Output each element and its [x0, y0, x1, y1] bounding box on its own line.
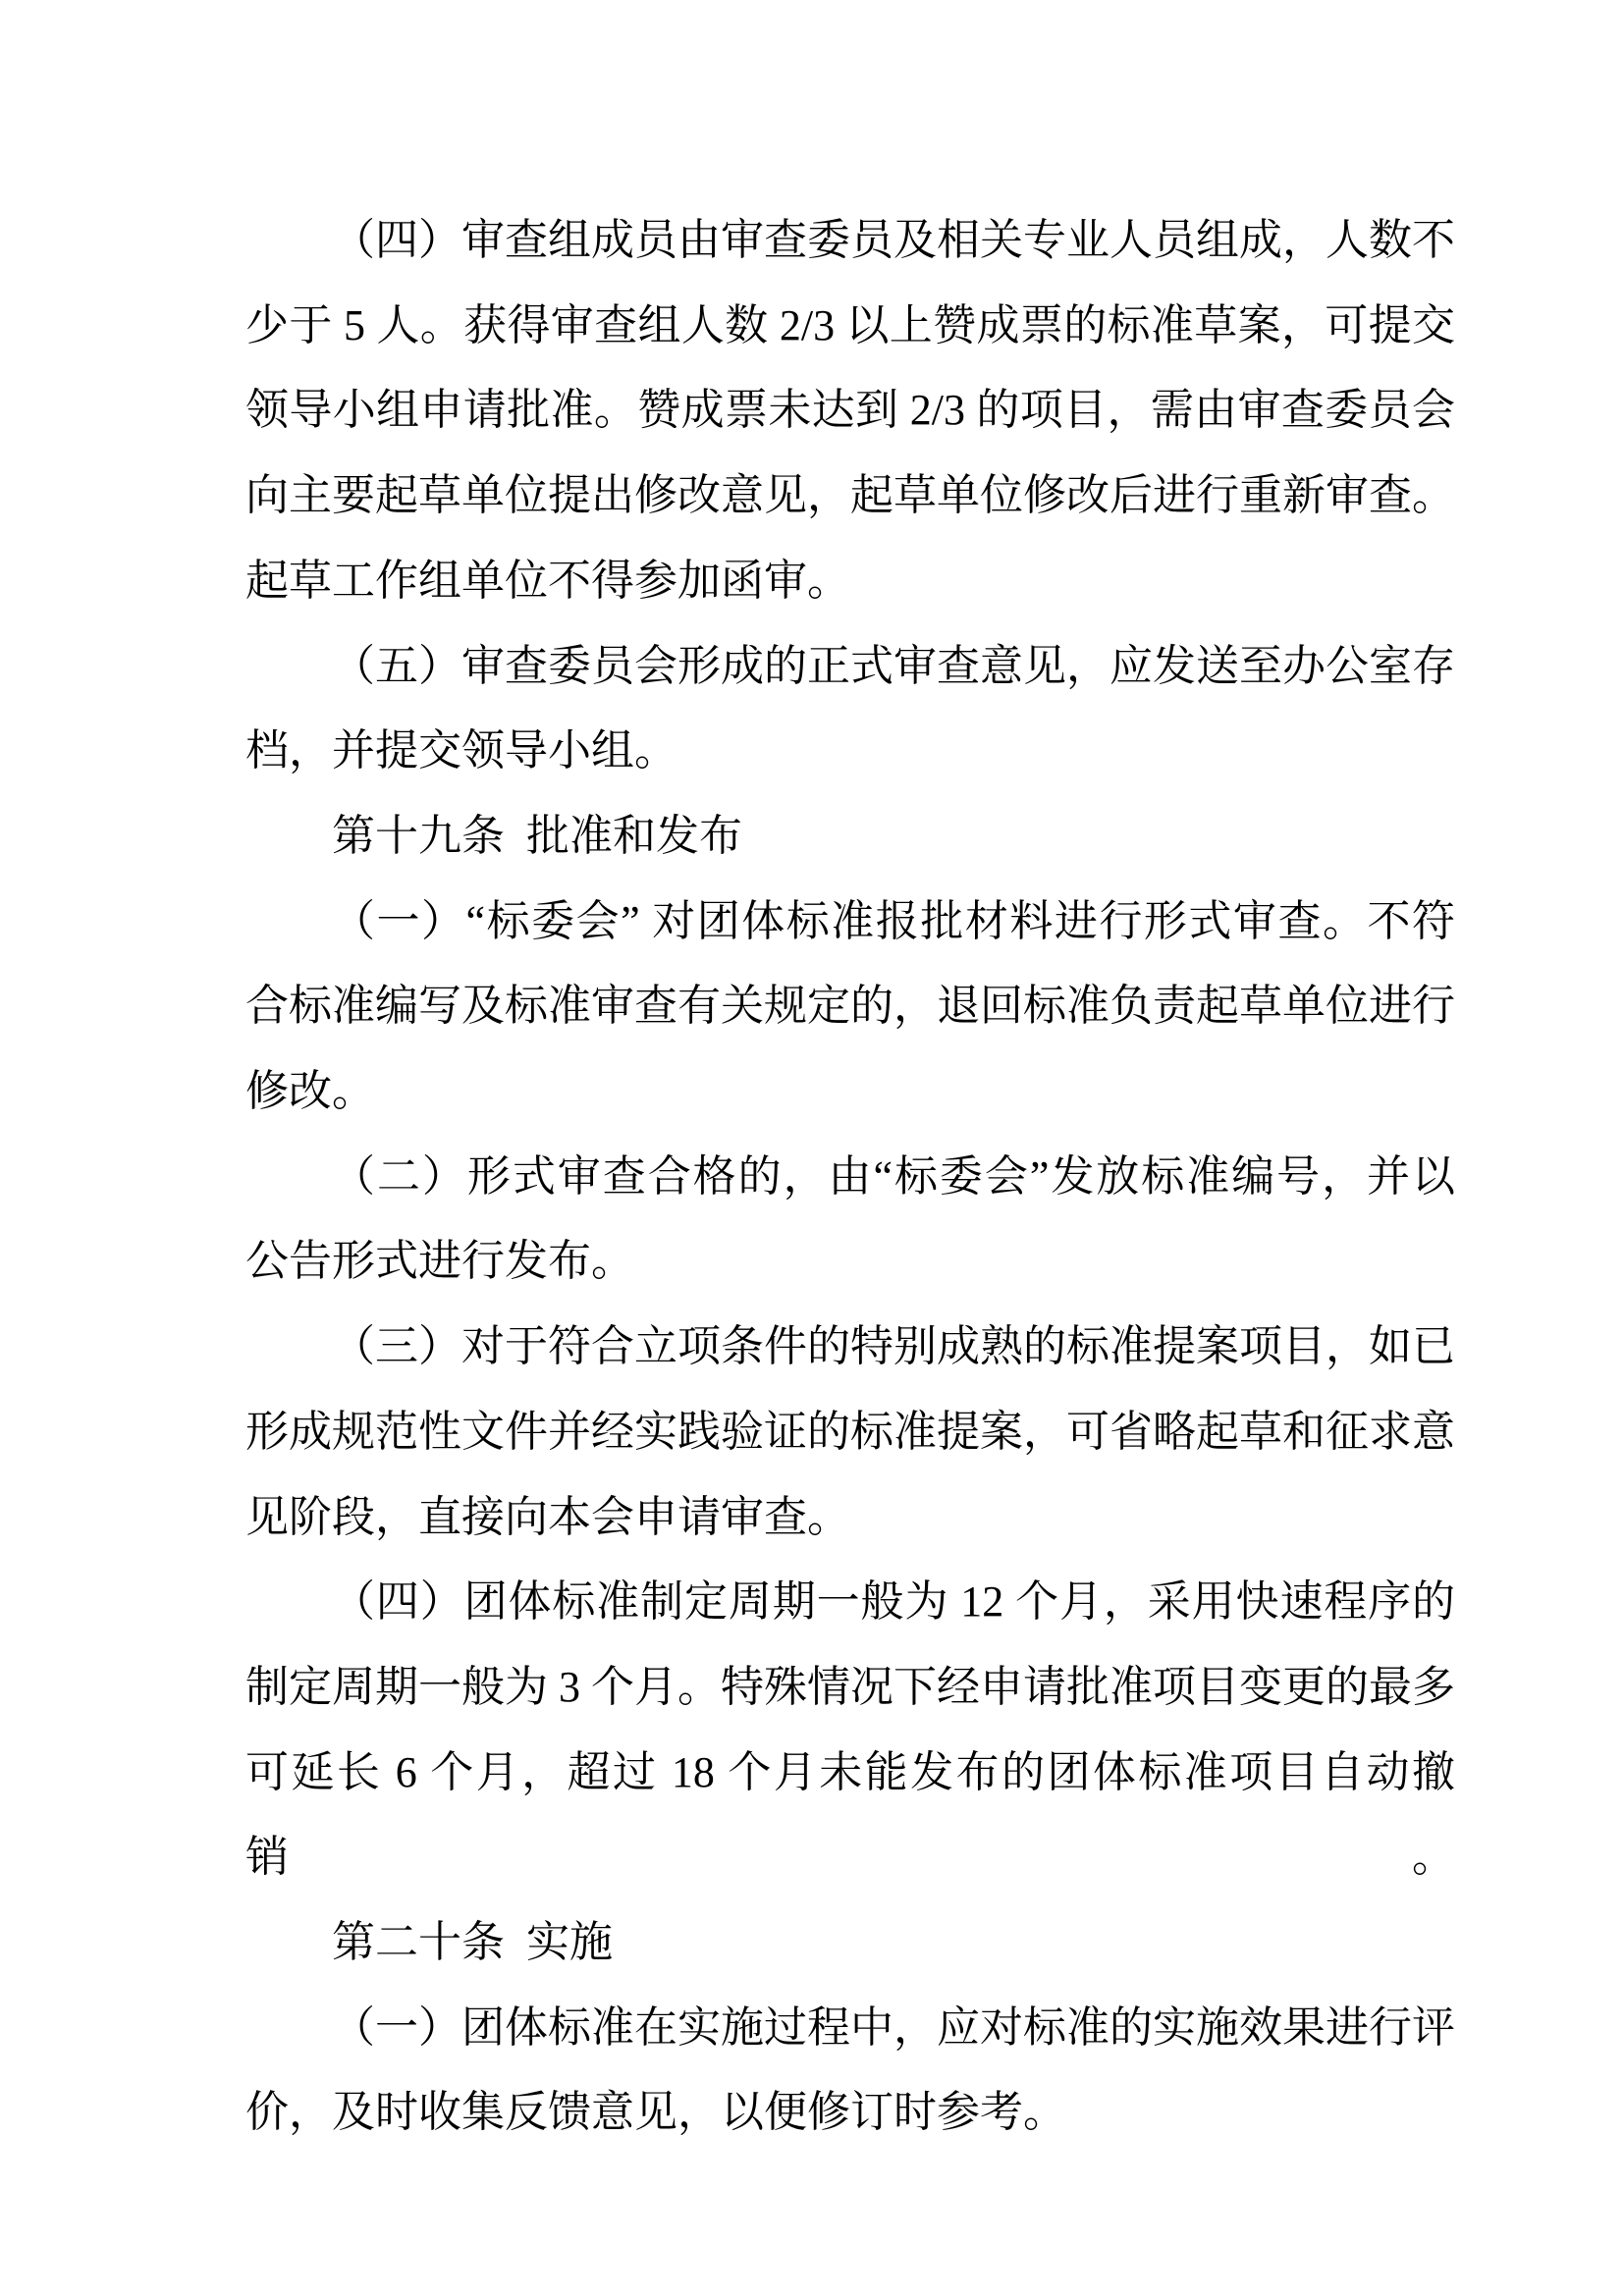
text-line: 可延长 6 个月，超过 18 个月未能发布的团体标准项目自动撤销。 — [245, 1747, 1455, 1882]
text-line: （五）审查委员会形成的正式审查意见，应发送至办公室存 — [332, 641, 1455, 690]
text-line: 公告形式进行发布。 — [245, 1237, 634, 1286]
text-line: （四）团体标准制定周期一般为 12 个月，采用快速程序的 — [332, 1577, 1455, 1627]
text-line: 档，并提交领导小组。 — [245, 726, 677, 775]
text-line: 领导小组申请批准。赞成票未达到 2/3 的项目，需由审查委员会 — [245, 386, 1455, 435]
text-line: 制定周期一般为 3 个月。特殊情况下经申请批准项目变更的最多 — [245, 1662, 1455, 1711]
text-line: 修改。 — [245, 1067, 375, 1116]
text-line: （二）形式审查合格的，由“标委会”发放标准编号，并以 — [332, 1151, 1455, 1201]
text-line: 向主要起草单位提出修改意见，起草单位修改后进行重新审查。 — [245, 471, 1455, 520]
text-line: （一）团体标准在实施过程中，应对标准的实施效果进行评 — [332, 2002, 1455, 2052]
text-line: 起草工作组单位不得参加函审。 — [245, 556, 850, 605]
text-line: （三）对于符合立项条件的特别成熟的标准提案项目，如已 — [332, 1322, 1455, 1371]
text-line: 合标准编写及标准审查有关规定的，退回标准负责起草单位进行 — [245, 982, 1455, 1031]
document-content — [245, 198, 1455, 2156]
text-line: 见阶段，直接向本会申请审查。 — [245, 1492, 850, 1541]
text-line: 第十九条 批准和发布 — [332, 811, 742, 860]
text-line: 第二十条 实施 — [332, 1918, 613, 1967]
text-line: （四）审查组成员由审查委员及相关专业人员组成，人数不 — [332, 216, 1455, 264]
text-line: 价，及时收集反馈意见，以便修订时参考。 — [245, 2088, 1066, 2137]
text-line: （一）“标委会” 对团体标准报批材料进行形式审查。不符 — [332, 896, 1455, 945]
text-line: 少于 5 人。获得审查组人数 2/3 以上赞成票的标准草案，可提交 — [245, 300, 1455, 349]
text-line: 形成规范性文件并经实践验证的标准提案，可省略起草和征求意 — [245, 1407, 1455, 1456]
